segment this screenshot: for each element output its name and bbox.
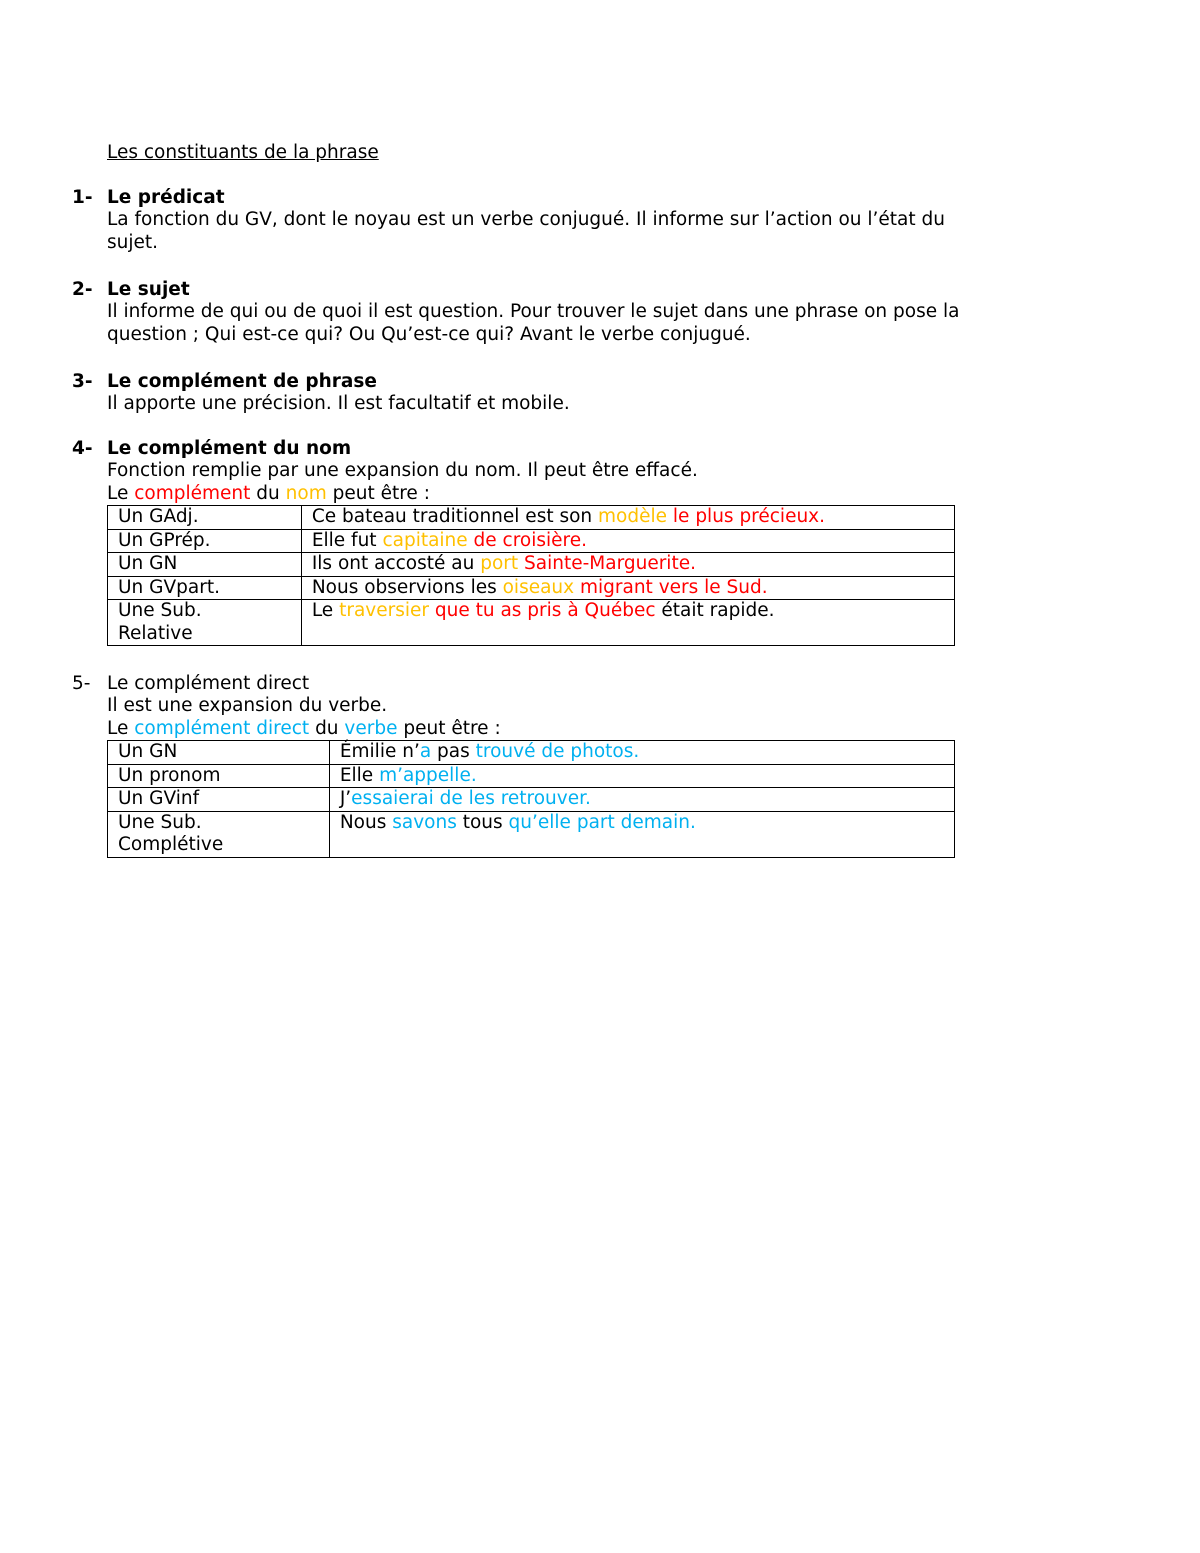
- example-segment: Émilie n’: [339, 741, 420, 762]
- table-intro: [107, 483, 1032, 506]
- label-text: Un GVpart.: [118, 576, 220, 598]
- intro-segment: peut être :: [397, 717, 501, 739]
- section-number: 1-: [72, 187, 93, 208]
- example-segment: traversier: [339, 600, 429, 621]
- page-title: Les constituants de la phrase: [107, 142, 379, 163]
- body-line: Fonction remplie par une expansion du nom. Il peut être effacé.: [107, 460, 698, 481]
- example-segment: le plus précieux.: [667, 506, 826, 527]
- row-label: [108, 529, 302, 553]
- row-example: [329, 741, 954, 765]
- row-example: [301, 529, 954, 553]
- section-heading: Le sujet: [107, 279, 190, 300]
- example-segment: pas: [431, 741, 476, 762]
- table-row: [108, 576, 955, 600]
- label-text: Relative: [118, 622, 193, 644]
- row-example: [329, 764, 954, 788]
- section-complement-direct: [72, 672, 1032, 858]
- section-heading: Le complément de phrase: [107, 371, 377, 392]
- row-label: [108, 600, 302, 646]
- intro-segment: complément direct: [134, 717, 310, 739]
- table-intro: [107, 718, 1032, 741]
- example-segment: m’appelle.: [379, 764, 477, 786]
- label-text: Un GN: [118, 741, 178, 762]
- example-segment: de photos.: [535, 741, 640, 762]
- example-segment: qu’elle part demain.: [508, 811, 696, 833]
- example-segment: savons: [392, 811, 457, 833]
- table-row: [108, 764, 955, 788]
- table-row: [108, 553, 955, 577]
- section-heading: Le complément du nom: [107, 438, 352, 459]
- intro-segment: nom: [285, 482, 327, 504]
- section-complement-nom: [72, 437, 1032, 646]
- example-segment: Nous: [339, 811, 393, 833]
- example-segment: trouvé: [475, 741, 536, 762]
- example-segment: tous: [456, 811, 509, 833]
- section-number: 4-: [72, 438, 93, 459]
- row-label: [108, 764, 330, 788]
- label-text: Un GN: [118, 553, 178, 574]
- example-segment: modèle: [598, 506, 668, 527]
- example-segment: a: [419, 741, 432, 762]
- example-segment: que tu as pris à Québec: [428, 600, 656, 621]
- complement-direct-table: [107, 740, 955, 858]
- label-text: Complétive: [118, 834, 224, 855]
- intro-segment: verbe: [344, 717, 398, 739]
- example-segment: migrant vers le Sud.: [574, 576, 768, 598]
- example-segment: Sainte-Marguerite.: [518, 553, 696, 574]
- body-line: Il apporte une précision. Il est facultatif et mobile.: [107, 393, 570, 414]
- row-label: [108, 741, 330, 765]
- section-heading: Le complément direct: [107, 673, 310, 694]
- example-segment: Ce bateau traditionnel est son: [311, 506, 599, 527]
- table-row: [108, 741, 955, 765]
- label-text: Un GVinf: [118, 788, 200, 809]
- intro-segment: Le: [107, 717, 135, 739]
- intro-segment: peut être :: [326, 482, 430, 504]
- example-segment: Elle: [339, 764, 380, 786]
- row-label: [108, 506, 302, 530]
- example-segment: port: [480, 553, 519, 574]
- complement-nom-table: [107, 505, 955, 646]
- row-example: [301, 506, 954, 530]
- example-segment: était rapide.: [655, 600, 775, 621]
- table-row: [108, 506, 955, 530]
- row-example: [329, 788, 954, 812]
- section-number: 3-: [72, 371, 93, 392]
- example-segment: Le: [311, 600, 340, 621]
- body-line: sujet.: [107, 231, 159, 253]
- row-example: [329, 811, 954, 857]
- label-text: Un GAdj.: [118, 506, 199, 527]
- table-row: [108, 788, 955, 812]
- example-segment: Ils ont accosté au: [311, 553, 481, 574]
- intro-segment: complément: [134, 482, 251, 504]
- example-segment: de les retrouver.: [433, 788, 591, 809]
- body-line: question ; Qui est-ce qui? Ou Qu’est-ce qui? Avant le verbe conjugué.: [107, 323, 751, 345]
- intro-segment: Le: [107, 482, 135, 504]
- section-number: 5-: [72, 673, 91, 694]
- section-heading: Le prédicat: [107, 187, 225, 208]
- label-text: Un pronom: [118, 764, 221, 786]
- section-sujet: [72, 278, 1032, 346]
- row-example: [301, 553, 954, 577]
- body-line: Il est une expansion du verbe.: [107, 695, 388, 716]
- row-label: [108, 811, 330, 857]
- label-text: Un GPrép.: [118, 529, 211, 551]
- row-label: [108, 576, 302, 600]
- label-text: Une Sub.: [118, 600, 202, 621]
- intro-segment: du: [250, 482, 286, 504]
- example-segment: de croisière.: [467, 529, 588, 551]
- example-segment: essaierai: [351, 788, 434, 809]
- body-line: Il informe de qui ou de quoi il est question. Pour trouver le sujet dans une phrase on pose la: [107, 301, 960, 322]
- section-predicat: [72, 186, 1032, 254]
- intro-segment: du: [309, 717, 345, 739]
- example-segment: Elle fut: [311, 529, 383, 551]
- example-segment: Nous observions les: [311, 576, 503, 598]
- example-segment: J’: [339, 788, 352, 809]
- table-row: [108, 811, 955, 857]
- table-row: [108, 529, 955, 553]
- section-number: 2-: [72, 279, 93, 300]
- row-label: [108, 788, 330, 812]
- body-line: La fonction du GV, dont le noyau est un verbe conjugué. Il informe sur l’action ou l’état du: [107, 209, 946, 230]
- label-text: Une Sub.: [118, 811, 202, 833]
- example-segment: capitaine: [382, 529, 468, 551]
- row-label: [108, 553, 302, 577]
- table-row: [108, 600, 955, 646]
- row-example: [301, 576, 954, 600]
- row-example: [301, 600, 954, 646]
- example-segment: oiseaux: [502, 576, 575, 598]
- section-complement-phrase: [72, 370, 1032, 416]
